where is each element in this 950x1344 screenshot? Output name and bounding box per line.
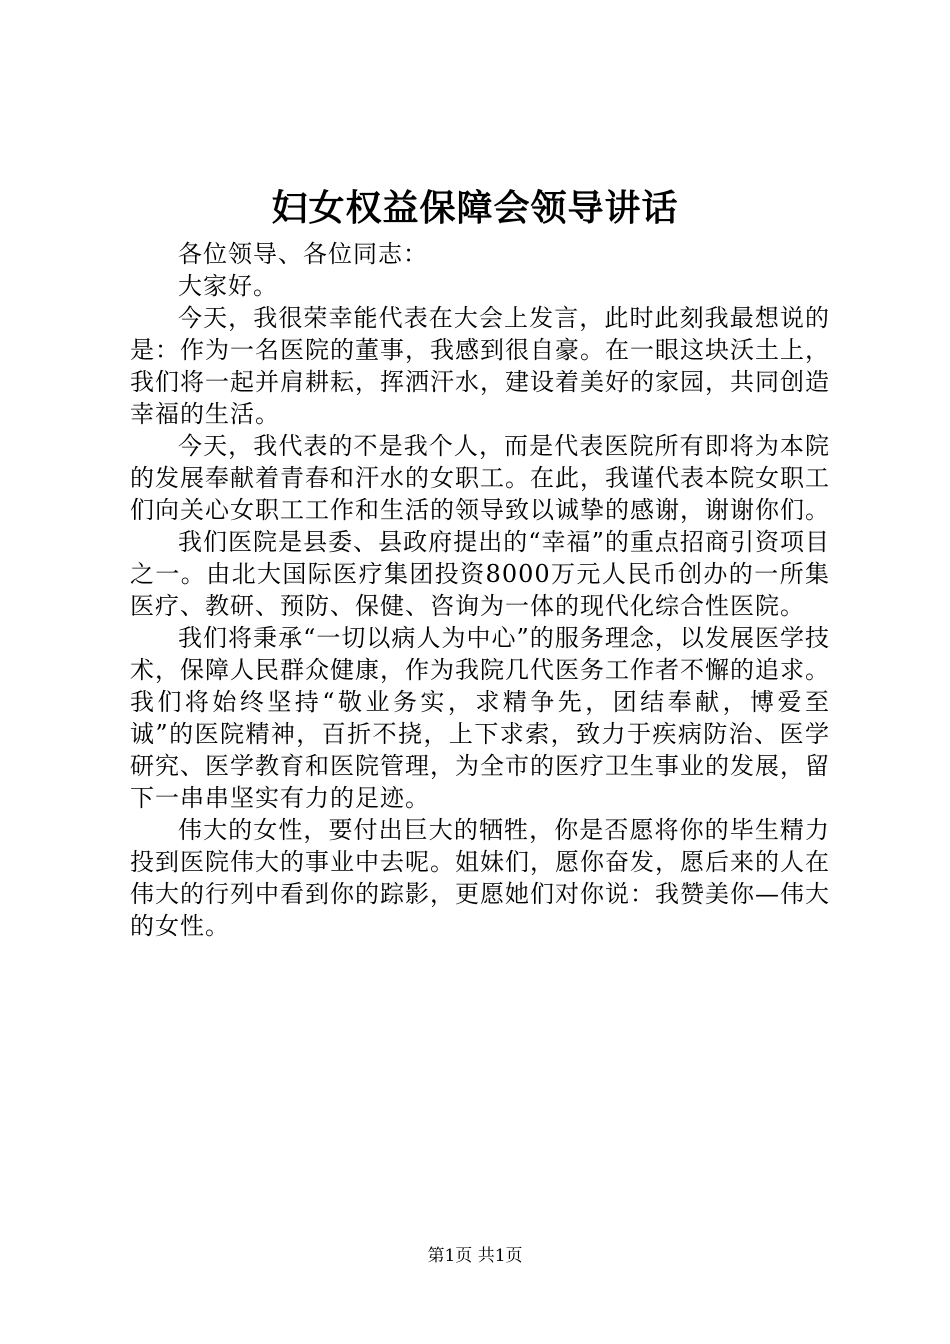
document-title: 妇女权益保障会领导讲话 [271, 187, 679, 229]
paragraph: 我们医院是县委、县政府提出的“幸福”的重点招商引资项目之一。由北大国际医疗集团投资8000万元人民币创办的一所集医疗、教研、预防、保健、咨询为一体的现代化综合性医院。 [130, 528, 830, 620]
paragraph-salutation: 各位领导、各位同志： [178, 240, 428, 268]
document-body [130, 238, 830, 942]
paragraph: 今天，我很荣幸能代表在大会上发言，此时此刻我最想说的是：作为一名医院的董事，我感到很自豪。在一眼这块沃土上，我们将一起并肩耕耘，挥洒汗水，建设着美好的家园，共同创造幸福的生活。 [130, 304, 830, 428]
page-number-footer: 第1页 共1页 [427, 1246, 523, 1266]
paragraph: 我们将秉承“一切以病人为中心”的服务理念，以发展医学技术，保障人民群众健康，作为我院几代医务工作者不懈的追求。我们将始终坚持“敬业务实，求精争先，团结奉献，博爱至诚”的医院精神，百折不挠，上下求索，致力于疾病防治、医学研究、医学教育和医院管理，为全市的医疗卫生事业的发展，留下一串串坚实有力的足迹。 [130, 624, 830, 812]
paragraph-greeting: 大家好。 [178, 272, 278, 300]
paragraph: 今天，我代表的不是我个人，而是代表医院所有即将为本院的发展奉献着青春和汗水的女职工。在此，我谨代表本院女职工们向关心女职工工作和生活的领导致以诚挚的感谢，谢谢你们。 [130, 432, 830, 524]
paragraph: 伟大的女性，要付出巨大的牺牲，你是否愿将你的毕生精力投到医院伟大的事业中去呢。姐妹们，愿你奋发，愿后来的人在伟大的行列中看到你的踪影，更愿她们对你说：我赞美你—伟大的女性。 [130, 816, 830, 940]
